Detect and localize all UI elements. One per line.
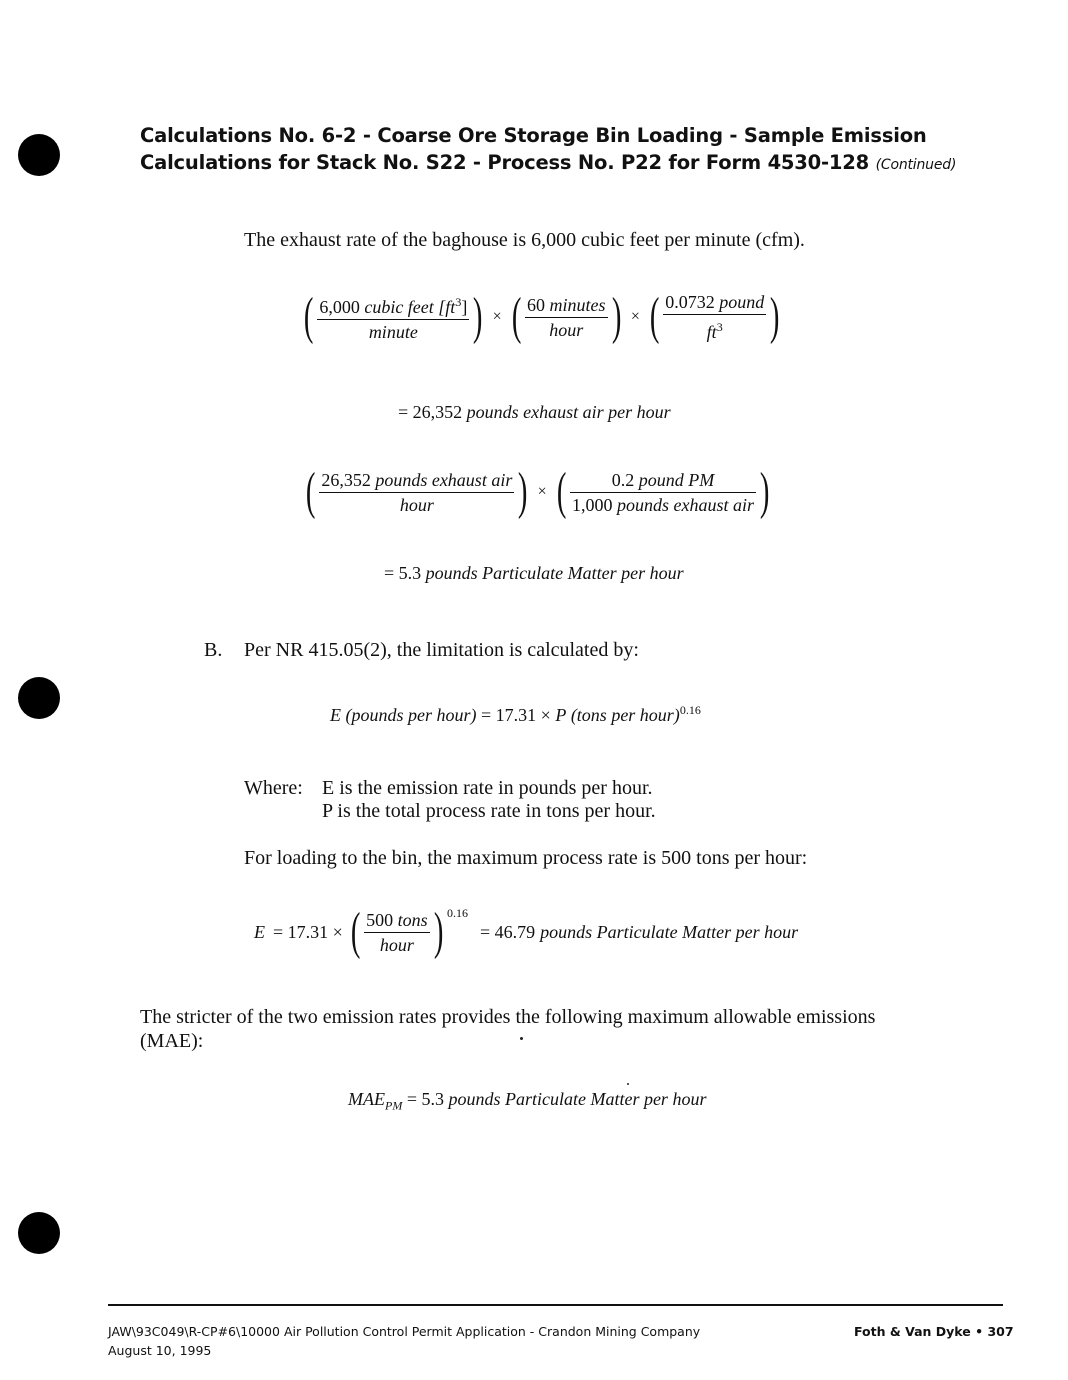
- loading-paragraph: For loading to the bin, the maximum process rate is 500 tons per hour:: [244, 847, 808, 869]
- footer-right: Foth & Van Dyke • 307: [854, 1324, 1014, 1339]
- section-b-label: B.: [204, 639, 223, 661]
- result-1: = 26,352 pounds exhaust air per hour: [398, 402, 671, 422]
- where-line-2: P is the total process rate in tons per hour.: [322, 800, 656, 822]
- scan-speck: [520, 1037, 523, 1040]
- equation-1: ( $\frac{6,000 cubic feet [ft^3]}{\text{minute}}$ ) × ( $\frac{\text{60 minutes}}{\text{hour}}$ ) × ( $\frac{\text{0.0732 pound}}{ft^3}$ ): [303, 288, 780, 345]
- fraction-exhaust-air-per-hour: $\frac{\text{26,352 pounds exhaust air}}{\text{hour}}$: [321, 469, 513, 515]
- continued-note: (Continued): [875, 157, 957, 173]
- times-sign: ×: [630, 308, 640, 325]
- scan-speck: [627, 1083, 629, 1085]
- page-title: [140, 122, 956, 179]
- times-sign: ×: [537, 483, 547, 500]
- binder-hole-top: [18, 134, 60, 176]
- equation-2: ( $\frac{\text{26,352 pounds exhaust air}}{\text{hour}}$ ) × ( $\frac{\text{0.2 pound PM}}{\text{1,000 pounds exhaust air}}$ ): [305, 463, 770, 520]
- fraction-minutes-per-hour: $\frac{\text{60 minutes}}{\text{hour}}$: [527, 294, 606, 340]
- binder-hole-bottom: [18, 1212, 60, 1254]
- fraction-process-rate: $\frac{\text{500 tons}}{\text{hour}}$: [366, 909, 428, 955]
- result-2: = 5.3 pounds Particulate Matter per hour: [384, 563, 684, 583]
- times-sign: ×: [492, 308, 502, 325]
- intro-paragraph: The exhaust rate of the baghouse is 6,000 cubic feet per minute (cfm).: [244, 229, 805, 251]
- footer-left: JAW\93C049\R-CP#6\10000 Air Pollution Control Permit Application - Crandon Mining Company August 10, 1995: [108, 1324, 701, 1358]
- stricter-paragraph: The stricter of the two emission rates provides the following maximum allowable emissions (MAE):: [140, 1006, 876, 1052]
- fraction-exhaust-rate: $\frac{6,000 cubic feet [ft^3]}{\text{minute}}$: [317, 290, 469, 344]
- equation-4: E = 17.31 × ( $\frac{\text{500 tons}}{\text{hour}}$ ) $^{0.16}$ = 46.79 pounds Particulate Matter per hour: [254, 903, 799, 960]
- section-b-text: Per NR 415.05(2), the limitation is calculated by:: [244, 639, 639, 661]
- fraction-air-density: $\frac{\text{0.0732 pound}}{ft^3}$: [665, 292, 765, 342]
- where-label: Where:: [244, 777, 303, 799]
- equation-3: E (pounds per hour) = 17.31 × P (tons per hour)$^{0.16}$: [330, 703, 701, 725]
- footer-rule: [108, 1304, 1003, 1306]
- title-line-1: Calculations No. 6-2 - Coarse Ore Storage Bin Loading - Sample Emission: [140, 124, 927, 147]
- binder-hole-middle: [18, 677, 60, 719]
- mae-result: $MAE_{PM} = 5.3$ pounds Particulate Matter per hour: [348, 1089, 707, 1113]
- title-line-2-text: Calculations for Stack No. S22 - Process No. P22 for Form 4530-128: [140, 151, 870, 174]
- where-line-1: E is the emission rate in pounds per hour.: [322, 777, 653, 799]
- fraction-emission-factor: $\frac{\text{0.2 pound PM}}{\text{1,000 pounds exhaust air}}$: [572, 469, 755, 515]
- title-line-2: [140, 149, 956, 179]
